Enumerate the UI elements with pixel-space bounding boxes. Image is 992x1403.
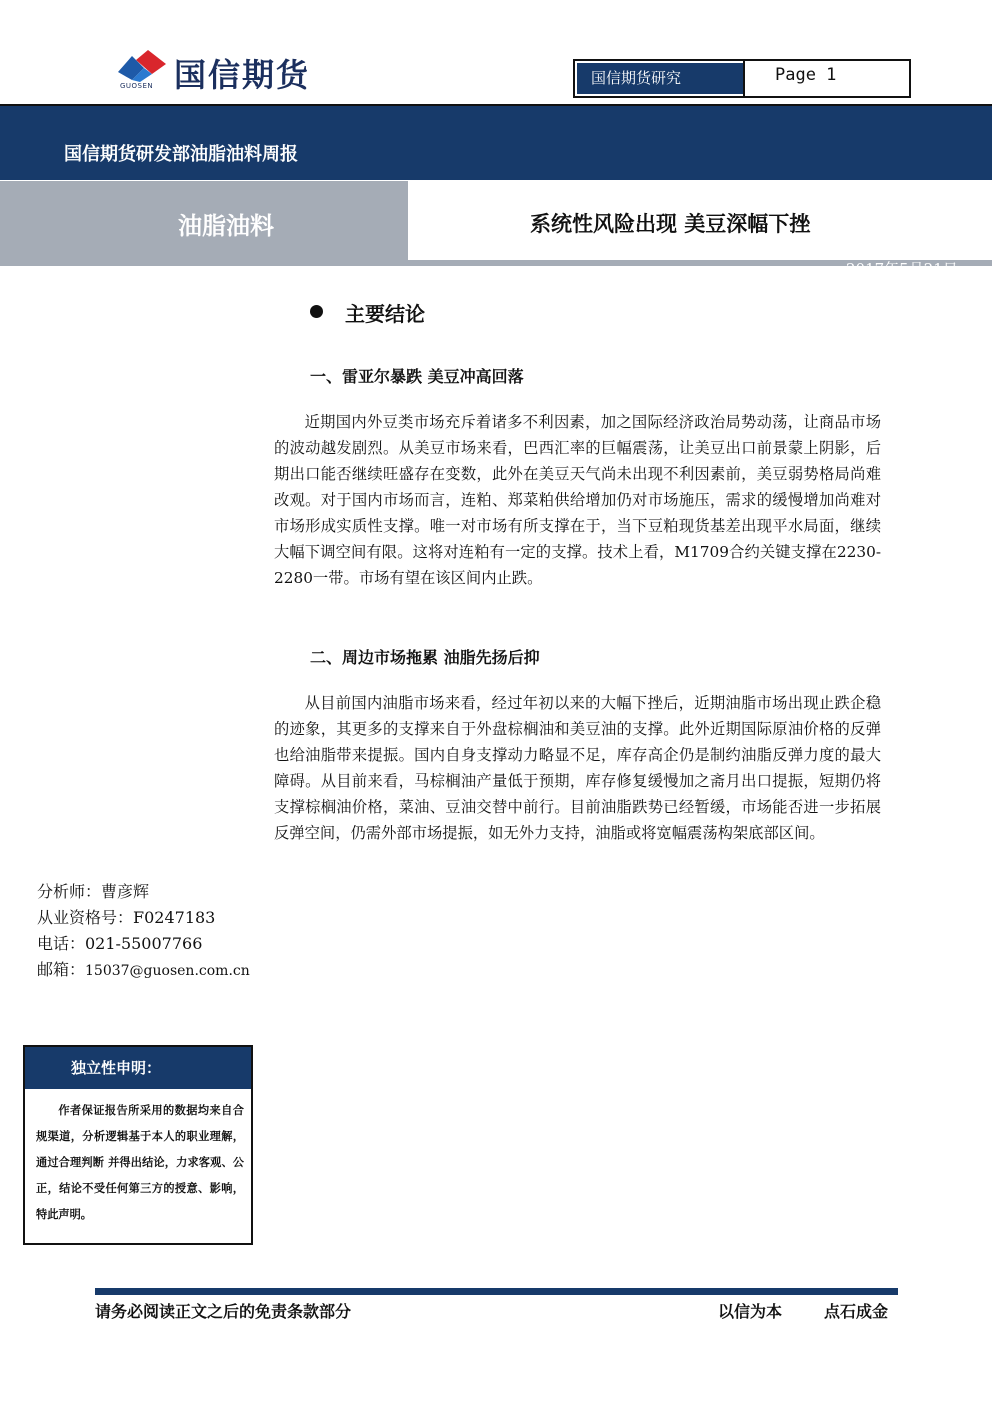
footer-rule <box>95 1288 898 1295</box>
research-label: 国信期货研究 <box>577 63 743 94</box>
report-headline: 系统性风险出现 美豆深幅下挫 <box>530 211 811 236</box>
analyst-info <box>37 879 250 984</box>
section-1-body: 近期国内外豆类市场充斥着诸多不利因素，加之国际经济政治局势动荡，让商品市场的波动越发剧烈。从美豆市场来看，巴西汇率的巨幅震荡，让美豆出口前景蒙上阴影，后期出口能否继续旺盛存在变数，此外在美豆天气尚未出现不利因素前，美豆弱势格局尚难改观。对于国内市场而言，连粕、郑菜粕供给增加仍对市场施压，需求的缓慢增加尚难对市场形成实质性支撑。唯一对市场有所支撑在于，当下豆粕现货基差出现平水局面，继续大幅下调空间有限。这将对连粕有一定的支撑。技术上看，M1709合约关键支撑在2230-2280一带。市场有望在该区间内止跌。 <box>274 413 881 587</box>
analyst-email: 15037@guosen.com.cn <box>85 963 250 979</box>
independence-statement-body: 作者保证报告所采用的数据均来自合规渠道，分析逻辑基于本人的职业理解，通过合理判断 并得出结论，力求客观、公正，结论不受任何第三方的授意、影响，特此声明。 <box>36 1103 244 1221</box>
company-name: 国信期货 <box>174 56 311 94</box>
footer-slogan-2: 点石成金 <box>824 1302 889 1321</box>
box-divider <box>743 61 745 96</box>
footer-slogan-1: 以信为本 <box>718 1302 783 1321</box>
independence-statement-box <box>23 1045 253 1245</box>
main-conclusions-title: 主要结论 <box>345 302 425 326</box>
analyst-phone: 电话：021-55007766 <box>37 934 203 953</box>
footer-disclaimer-notice: 请务必阅读正文之后的免责条款部分 <box>95 1302 352 1321</box>
research-page-box <box>573 59 911 98</box>
report-date: 2017年5月21日 <box>846 260 958 278</box>
bullet-icon <box>310 305 323 318</box>
analyst-email-row <box>37 957 250 984</box>
analyst-cert: 从业资格号：F0247183 <box>37 908 216 927</box>
date-band <box>0 260 992 266</box>
category-label: 油脂油料 <box>178 211 274 240</box>
section-1-title: 一、雷亚尔暴跌 美豆冲高回落 <box>310 367 524 386</box>
page-number: Page 1 <box>775 65 837 85</box>
company-name-en: GUOSEN <box>120 82 154 90</box>
report-series-title: 国信期货研发部油脂油料周报 <box>64 144 298 165</box>
section-2-body: 从目前国内油脂市场来看，经过年初以来的大幅下挫后，近期油脂市场出现止跌企稳的迹象，其更多的支撑来自于外盘棕榈油和美豆油的支撑。此外近期国际原油价格的反弹也给油脂带来提振。国内自身支撑动力略显不足，库存高企仍是制约油脂反弹力度的最大障碍。从目前来看，马棕榈油产量低于预期，库存修复缓慢加之斋月出口提振，短期仍将支撑棕榈油价格，菜油、豆油交替中前行。目前油脂跌势已经暂缓，市场能否进一步拓展反弹空间，仍需外部市场提振，如无外力支持，油脂或将宽幅震荡构架底部区间。 <box>274 694 881 842</box>
independence-statement-title: 独立性申明： <box>25 1047 251 1089</box>
company-logo <box>118 48 348 94</box>
analyst-name: 分析师：曹彦辉 <box>37 882 150 901</box>
logo-emblem-icon <box>118 50 168 84</box>
email-label: 邮箱： <box>37 960 86 979</box>
section-2-title: 二、周边市场拖累 油脂先扬后抑 <box>310 648 540 667</box>
